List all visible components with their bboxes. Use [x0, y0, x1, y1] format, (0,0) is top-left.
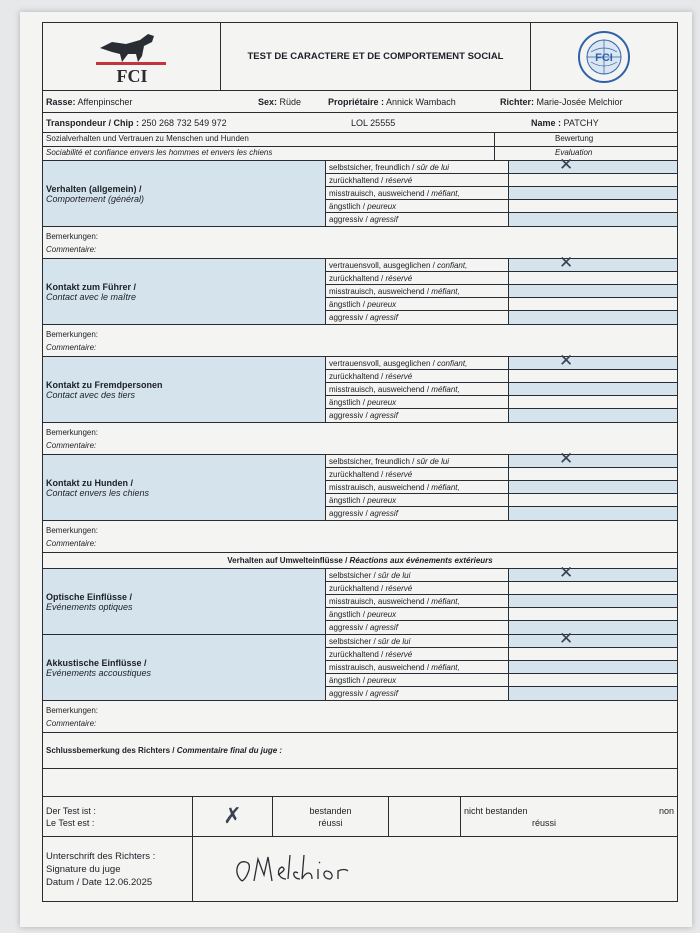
- option-fr: réservé: [385, 372, 413, 381]
- rating-checkbox[interactable]: [509, 409, 677, 422]
- rating-checkbox[interactable]: [509, 351, 677, 371]
- option-de: aggressiv /: [329, 689, 368, 698]
- category-sections-1: [42, 253, 678, 324]
- failed-checkbox[interactable]: [389, 797, 461, 836]
- option-fr: réservé: [385, 470, 413, 479]
- option-de: misstrauisch, ausweichend /: [329, 385, 430, 394]
- rating-checkbox[interactable]: [509, 213, 677, 226]
- remark-label-fr: Commentaire:: [46, 440, 97, 450]
- rating-option: [326, 494, 677, 507]
- passed-label-de: bestanden: [309, 805, 352, 816]
- rating-option-label: [326, 174, 509, 186]
- rating-option-label: [326, 187, 509, 199]
- option-fr: peureux: [367, 300, 397, 309]
- rating-checkbox[interactable]: [509, 674, 677, 686]
- rating-option: [326, 285, 677, 298]
- test-label-de: Der Test ist :: [46, 805, 96, 816]
- rating-option: [326, 213, 677, 226]
- category-title-fr: Comportement (général): [46, 193, 145, 204]
- env-header-fr: Réactions aux événements extérieurs: [349, 556, 493, 565]
- env-header-de: Verhalten auf Umwelteinflüsse /: [227, 556, 348, 565]
- option-fr: méfiant,: [431, 597, 460, 606]
- category-label: [43, 635, 325, 700]
- rating-option: [326, 253, 677, 273]
- rating-checkbox[interactable]: [509, 494, 677, 506]
- rating-option-label: [326, 494, 509, 506]
- failed-label-de: nicht bestanden: [464, 805, 528, 816]
- rating-option-label: [326, 357, 509, 369]
- check-mark: ✕: [559, 253, 574, 273]
- rating-option-label: [326, 648, 509, 660]
- option-de: selbstsicher, freundlich /: [329, 163, 415, 172]
- final-label-fr: Commentaire final du juge :: [176, 746, 283, 755]
- result-row: [42, 796, 678, 836]
- check-mark: ✕: [559, 155, 574, 175]
- form-sheet: [20, 12, 692, 927]
- option-fr: réservé: [385, 274, 413, 283]
- rating-option-label: [326, 582, 509, 594]
- option-fr: réservé: [385, 650, 413, 659]
- rating-option-label: [326, 259, 509, 271]
- form-header: [42, 22, 678, 90]
- remark-label-fr: Commentaire:: [46, 244, 97, 254]
- rating-option-label: [326, 569, 509, 581]
- option-fr: réservé: [385, 584, 413, 593]
- option-de: misstrauisch, ausweichend /: [329, 483, 430, 492]
- option-de: ängstlich /: [329, 300, 366, 309]
- rating-checkbox[interactable]: [509, 285, 677, 297]
- check-mark: ✕: [559, 629, 574, 649]
- category-sections-3: [42, 449, 678, 520]
- rating-option: [326, 608, 677, 621]
- category-title-de: Kontakt zu Fremdpersonen: [46, 379, 163, 390]
- rating-option: [326, 311, 677, 324]
- option-de: misstrauisch, ausweichend /: [329, 189, 430, 198]
- rating-checkbox[interactable]: [509, 298, 677, 310]
- evaluation-form: [42, 22, 678, 902]
- rating-option: [326, 595, 677, 608]
- rating-checkbox[interactable]: [509, 608, 677, 620]
- rating-option-label: [326, 311, 509, 324]
- option-de: ängstlich /: [329, 398, 366, 407]
- info-row-breed: [42, 90, 678, 112]
- rating-option: [326, 481, 677, 494]
- option-de: zurückhaltend /: [329, 274, 384, 283]
- option-fr: agressif: [369, 411, 398, 420]
- option-fr: agressif: [369, 689, 398, 698]
- option-fr: sûr de lui: [416, 457, 450, 466]
- info-row-chip: [42, 112, 678, 132]
- rating-option-label: [326, 687, 509, 700]
- remark-row: [42, 324, 678, 356]
- rating-checkbox[interactable]: [509, 481, 677, 493]
- option-fr: réservé: [385, 176, 413, 185]
- option-fr: peureux: [367, 610, 397, 619]
- category-title-fr: Contact avec des tiers: [46, 389, 136, 400]
- name-value: PATCHY: [563, 117, 599, 128]
- owner-label: Propriétaire :: [328, 96, 385, 107]
- remark-label-fr: Commentaire:: [46, 718, 97, 728]
- final-label-de: Schlussbemerkung des Richters /: [46, 746, 175, 755]
- category-title-de: Akkustische Einflüsse /: [46, 657, 147, 668]
- rating-option: [326, 298, 677, 311]
- rating-option: [326, 563, 677, 583]
- option-de: aggressiv /: [329, 623, 368, 632]
- env-sections: [42, 563, 678, 732]
- rating-option-label: [326, 396, 509, 408]
- breed-value: Affenpinscher: [77, 96, 133, 107]
- rating-option-label: [326, 383, 509, 395]
- option-de: zurückhaltend /: [329, 372, 384, 381]
- rating-checkbox[interactable]: [509, 449, 677, 469]
- dog-logo-icon: [92, 28, 172, 86]
- option-de: aggressiv /: [329, 313, 368, 322]
- social-header-de-row: [42, 132, 678, 146]
- rating-checkbox[interactable]: [509, 621, 677, 634]
- rating-checkbox[interactable]: [509, 187, 677, 199]
- rating-option: [326, 468, 677, 481]
- option-fr: sûr de lui: [416, 163, 450, 172]
- rating-checkbox[interactable]: [509, 582, 677, 594]
- option-fr: agressif: [369, 313, 398, 322]
- option-fr: confiant,: [437, 359, 468, 368]
- name-label: Name :: [531, 117, 562, 128]
- signature-area: [193, 837, 677, 901]
- rating-option-label: [326, 468, 509, 480]
- rating-checkbox[interactable]: [509, 370, 677, 382]
- judge-value: Marie-Josée Melchior: [536, 96, 623, 107]
- form-title: TEST DE CARACTERE ET DE COMPORTEMENT SOCIAL: [221, 23, 531, 90]
- rating-checkbox[interactable]: [509, 563, 677, 583]
- check-mark: ✕: [559, 449, 574, 469]
- option-de: ängstlich /: [329, 676, 366, 685]
- remark-label-de: Bemerkungen:: [46, 525, 99, 535]
- option-de: zurückhaltend /: [329, 584, 384, 593]
- option-fr: peureux: [367, 496, 397, 505]
- lol-value: LOL 25555: [351, 117, 396, 128]
- rating-option: [326, 507, 677, 520]
- rating-checkbox[interactable]: [509, 595, 677, 607]
- rating-option: [326, 383, 677, 396]
- option-fr: méfiant,: [431, 385, 460, 394]
- category-title-de: Kontakt zum Führer /: [46, 281, 137, 292]
- option-de: vertrauensvoll, ausgeglichen /: [329, 359, 435, 368]
- option-de: misstrauisch, ausweichend /: [329, 597, 430, 606]
- option-de: vertrauensvoll, ausgeglichen /: [329, 261, 435, 270]
- option-de: ängstlich /: [329, 610, 366, 619]
- rating-option: [326, 409, 677, 422]
- category-sections-0: [42, 155, 678, 226]
- final-comment-space: [42, 768, 678, 796]
- fcl-logo: [43, 23, 221, 90]
- rating-option-label: [326, 674, 509, 686]
- rating-option-label: [326, 661, 509, 673]
- chip-label: Transpondeur / Chip :: [46, 117, 140, 128]
- option-fr: agressif: [369, 509, 398, 518]
- option-de: selbstsicher /: [329, 637, 376, 646]
- rating-checkbox[interactable]: [509, 311, 677, 324]
- rating-option-label: [326, 298, 509, 310]
- judge-signature: [228, 845, 388, 895]
- option-fr: peureux: [367, 398, 397, 407]
- option-de: aggressiv /: [329, 215, 368, 224]
- rating-option: [326, 174, 677, 187]
- option-fr: confiant,: [437, 261, 468, 270]
- social-header-fr: Sociabilité et confiance envers les hommes et envers les chiens: [43, 147, 495, 160]
- category-title-de: Optische Einflüsse /: [46, 591, 133, 602]
- rating-option-label: [326, 481, 509, 493]
- remark-row: [42, 700, 678, 732]
- judge-label: Richter:: [500, 96, 535, 107]
- rating-option: [326, 370, 677, 383]
- category-title-fr: Contact envers les chiens: [46, 487, 150, 498]
- rating-checkbox[interactable]: [509, 253, 677, 273]
- rating-checkbox[interactable]: [509, 468, 677, 480]
- rating-option: [326, 687, 677, 700]
- social-header-fr-row: [42, 146, 678, 160]
- rating-option: [326, 629, 677, 649]
- option-de: selbstsicher, freundlich /: [329, 457, 415, 466]
- category-sections-2: [42, 351, 678, 422]
- rating-option-label: [326, 621, 509, 634]
- rating-option: [326, 187, 677, 200]
- category-env_sections-1: [42, 629, 678, 700]
- rating-option-label: [326, 409, 509, 422]
- category-title-fr: Evénements optiques: [46, 601, 133, 612]
- remark-label-de: Bemerkungen:: [46, 427, 99, 437]
- option-fr: peureux: [367, 202, 397, 211]
- check-mark: ✕: [559, 351, 574, 371]
- sex-value: Rüde: [279, 96, 302, 107]
- rating-option: [326, 155, 677, 175]
- rating-label-de: Bewertung: [555, 134, 594, 143]
- option-fr: méfiant,: [431, 287, 460, 296]
- category-label: [43, 357, 325, 422]
- signature-label-fr: Signature du juge: [46, 863, 121, 875]
- passed-label-fr: réussi: [318, 817, 343, 828]
- sex-label: Sex:: [258, 96, 278, 107]
- rating-option-label: [326, 161, 509, 173]
- option-de: zurückhaltend /: [329, 470, 384, 479]
- failed-label-fr: réussi: [532, 817, 557, 828]
- option-de: ängstlich /: [329, 202, 366, 211]
- rating-option: [326, 648, 677, 661]
- rating-option-label: [326, 213, 509, 226]
- option-de: aggressiv /: [329, 411, 368, 420]
- remark-row: [42, 422, 678, 454]
- option-de: ängstlich /: [329, 496, 366, 505]
- rating-option: [326, 621, 677, 634]
- option-de: zurückhaltend /: [329, 650, 384, 659]
- rating-option: [326, 272, 677, 285]
- rating-checkbox[interactable]: [509, 507, 677, 520]
- final-comment-row: [42, 732, 678, 768]
- breed-label: Rasse:: [46, 96, 76, 107]
- remark-label-de: Bemerkungen:: [46, 329, 99, 339]
- rating-checkbox[interactable]: [509, 200, 677, 212]
- rating-checkbox[interactable]: [509, 396, 677, 408]
- passed-checkbox[interactable]: ✗: [193, 797, 273, 836]
- option-fr: peureux: [367, 676, 397, 685]
- rating-option: [326, 661, 677, 674]
- option-fr: sûr de lui: [377, 571, 411, 580]
- remark-label-fr: Commentaire:: [46, 342, 97, 352]
- category-env_sections-0: [42, 563, 678, 634]
- category-title-de: Kontakt zu Hunden /: [46, 477, 133, 488]
- option-fr: agressif: [369, 215, 398, 224]
- chip-value: 250 268 732 549 972: [141, 117, 227, 128]
- rating-checkbox[interactable]: [509, 648, 677, 660]
- check-mark: ✕: [559, 563, 574, 583]
- rating-label-fr: Evaluation: [555, 148, 593, 157]
- category-title-de: Verhalten (allgemein) /: [46, 183, 142, 194]
- rating-option: [326, 351, 677, 371]
- seal-text: FCI: [595, 51, 613, 64]
- category-label: [43, 161, 325, 226]
- logo-text: FCI: [116, 65, 147, 86]
- category-title-fr: Contact avec le maître: [46, 291, 137, 302]
- date-value: 12.06.2025: [104, 876, 153, 888]
- rating-option-label: [326, 200, 509, 212]
- option-de: misstrauisch, ausweichend /: [329, 663, 430, 672]
- rating-checkbox[interactable]: [509, 629, 677, 649]
- rating-checkbox[interactable]: [509, 661, 677, 673]
- option-fr: méfiant,: [431, 189, 460, 198]
- remark-row: [42, 226, 678, 258]
- rating-checkbox[interactable]: [509, 383, 677, 395]
- category-label: [43, 259, 325, 324]
- category-label: [43, 569, 325, 634]
- rating-option-label: [326, 595, 509, 607]
- option-fr: méfiant,: [431, 483, 460, 492]
- owner-value: Annick Wambach: [386, 96, 456, 107]
- rating-option-label: [326, 635, 509, 647]
- remark-label-de: Bemerkungen:: [46, 231, 99, 241]
- option-de: zurückhaltend /: [329, 176, 384, 185]
- date-label: Datum / Date: [46, 876, 102, 888]
- failed-label-de-2: non: [658, 805, 674, 816]
- rating-checkbox[interactable]: [509, 687, 677, 700]
- category-title-fr: Evénements accoustiques: [46, 667, 152, 678]
- remark-label-fr: Commentaire:: [46, 538, 97, 548]
- fci-seal-icon: [577, 30, 631, 84]
- option-de: selbstsicher /: [329, 571, 376, 580]
- rating-option-label: [326, 272, 509, 284]
- rating-option: [326, 200, 677, 213]
- signature-label-de: Unterschrift des Richters :: [46, 850, 156, 862]
- rating-option: [326, 674, 677, 687]
- option-fr: agressif: [369, 623, 398, 632]
- social-sections: [42, 155, 678, 552]
- rating-option-label: [326, 455, 509, 467]
- remark-row: [42, 520, 678, 552]
- social-header-de: Sozialverhalten und Vertrauen zu Menschen und Hunden: [43, 133, 495, 146]
- test-label-fr: Le Test est :: [46, 817, 95, 828]
- option-de: aggressiv /: [329, 509, 368, 518]
- option-fr: sûr de lui: [377, 637, 411, 646]
- option-fr: méfiant,: [431, 663, 460, 672]
- rating-option: [326, 396, 677, 409]
- option-de: misstrauisch, ausweichend /: [329, 287, 430, 296]
- rating-option: [326, 449, 677, 469]
- rating-option-label: [326, 507, 509, 520]
- rating-checkbox[interactable]: [509, 174, 677, 186]
- rating-option-label: [326, 608, 509, 620]
- rating-checkbox[interactable]: [509, 155, 677, 175]
- rating-checkbox[interactable]: [509, 272, 677, 284]
- rating-option-label: [326, 285, 509, 297]
- rating-option: [326, 582, 677, 595]
- remark-label-de: Bemerkungen:: [46, 705, 99, 715]
- env-header-row: [42, 552, 678, 568]
- category-label: [43, 455, 325, 520]
- signature-row: [42, 836, 678, 902]
- rating-option-label: [326, 370, 509, 382]
- fci-seal: [531, 23, 677, 90]
